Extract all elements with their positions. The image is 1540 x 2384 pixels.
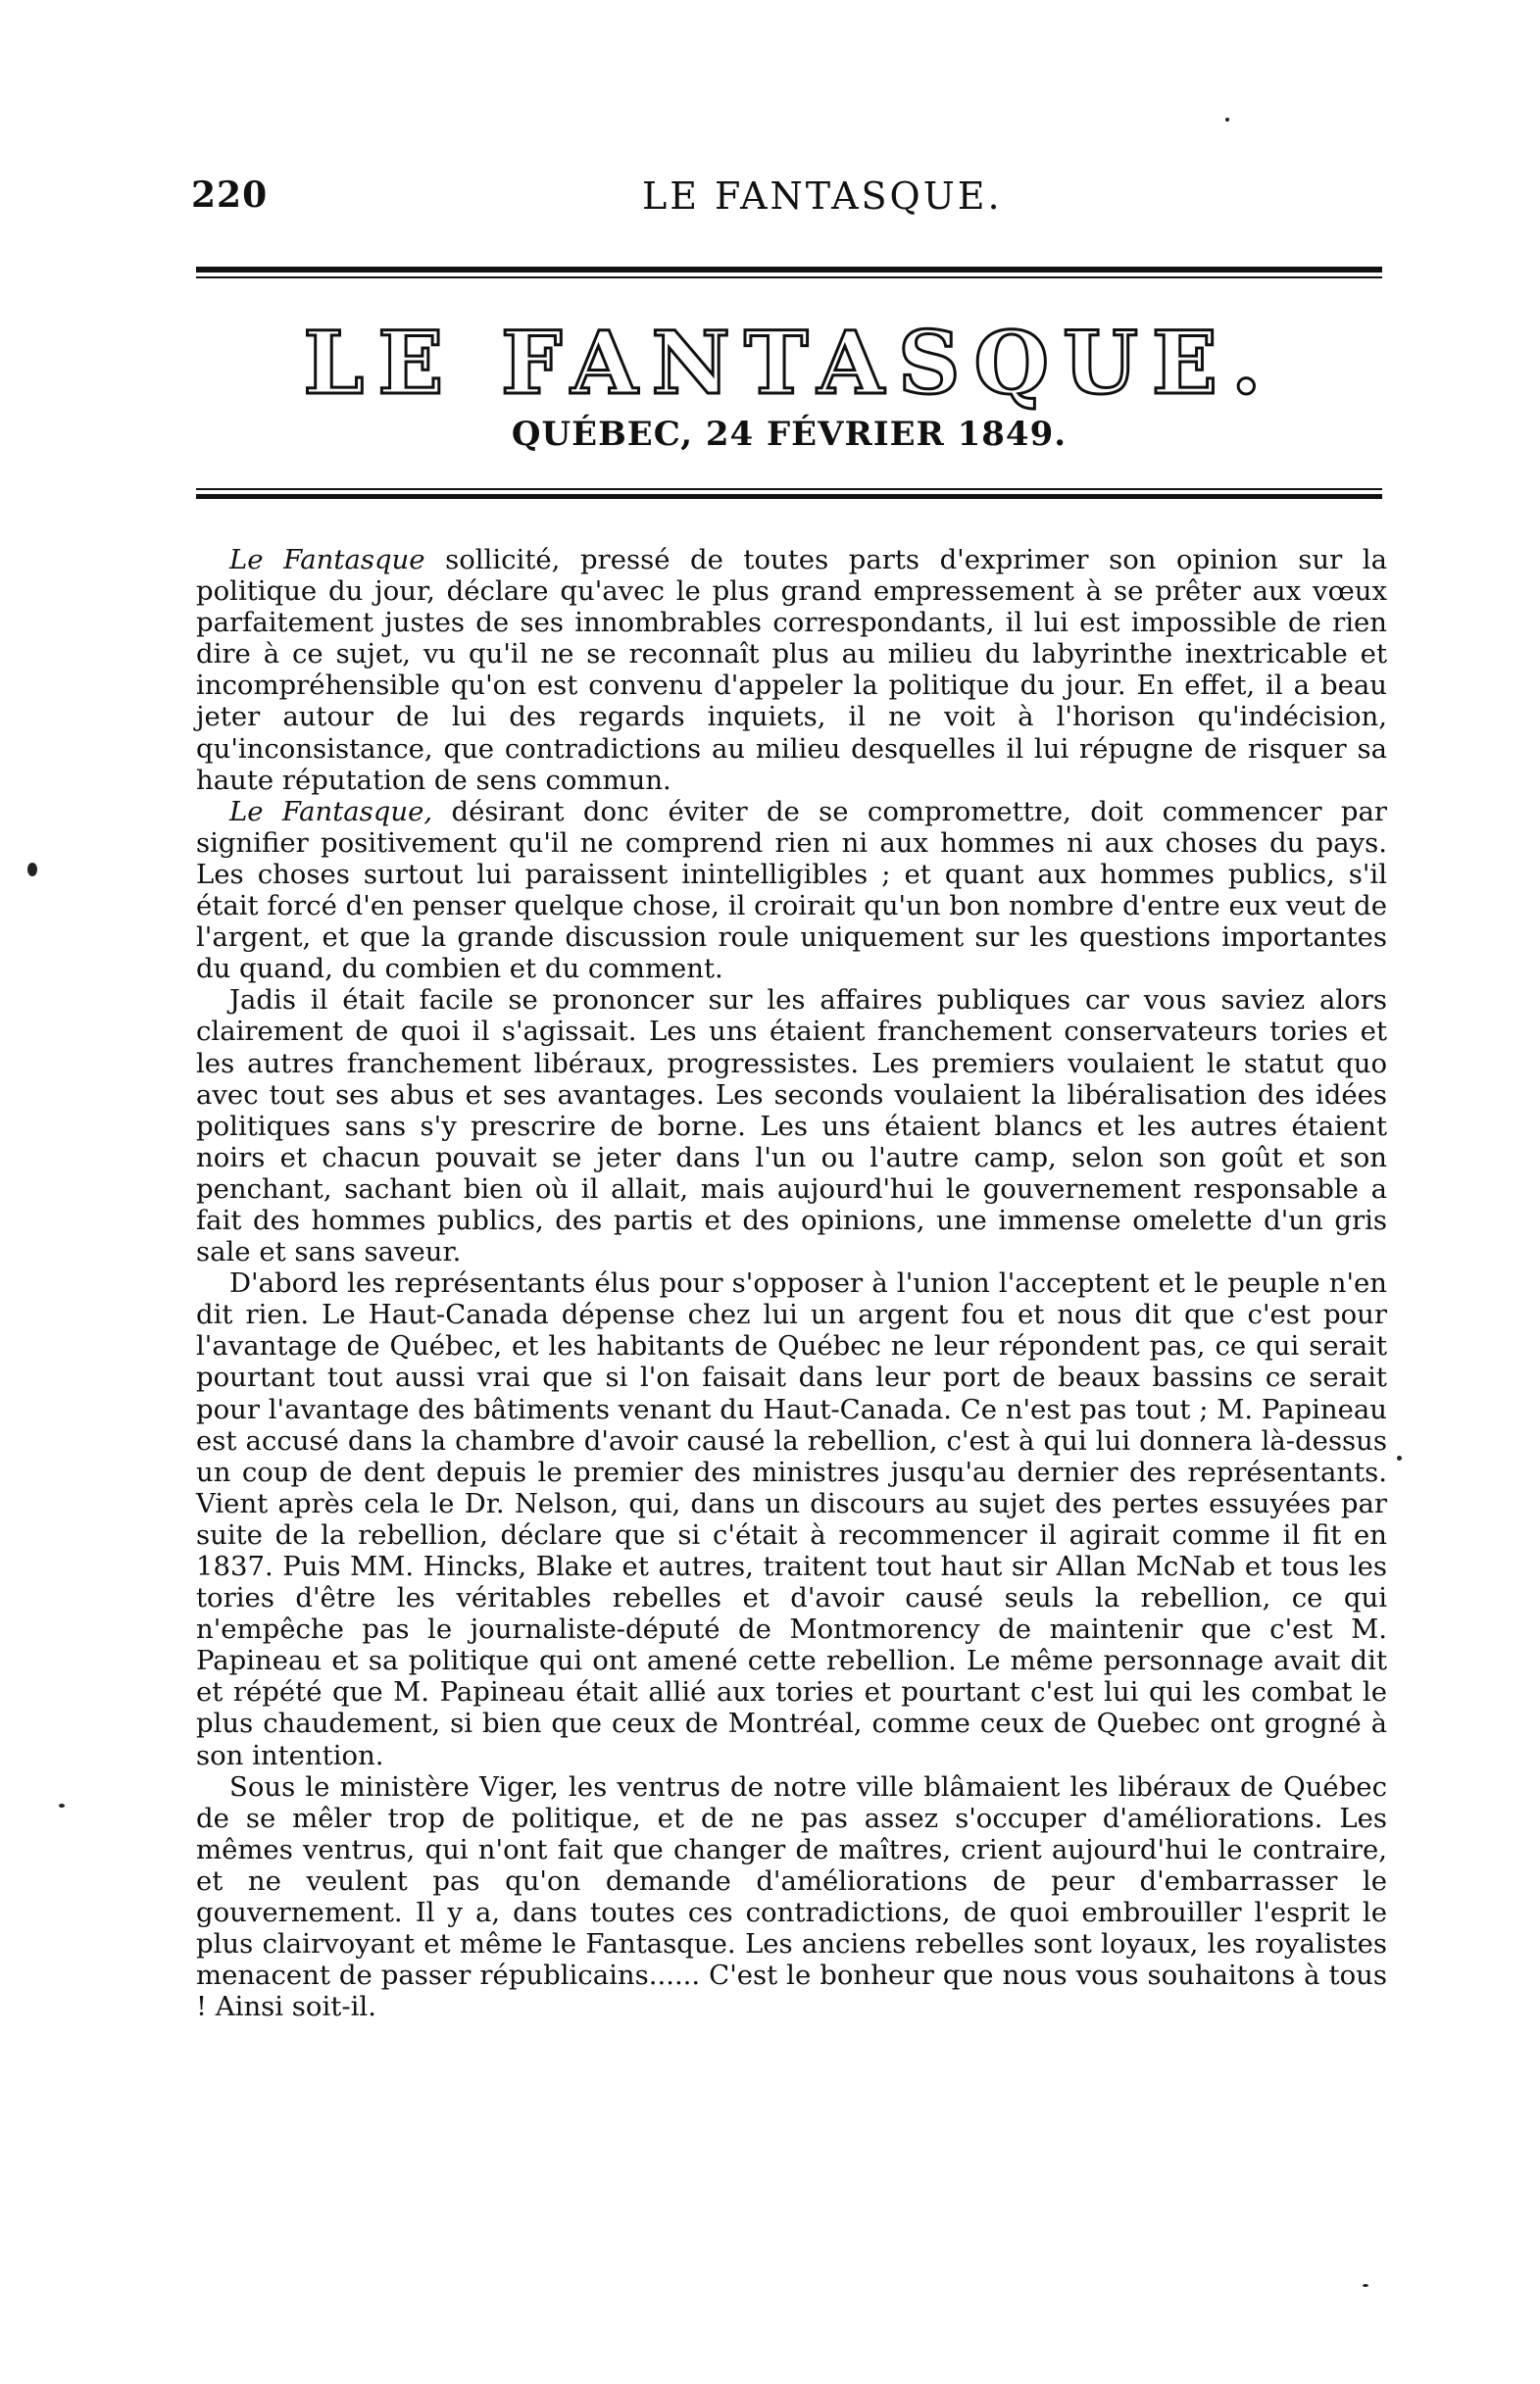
paragraph-4: [196, 1267, 1387, 1771]
paragraph-text: D'abord les représentants élus pour s'opposer à l'union l'acceptent et le peuple n'en dit rien. Le Haut-Canada dépense chez lui un argent fou et nous dit que c'est pour l'avantage de Québec, et les habitants de Québec ne leur répondent pas, ce qui serait pourtant tout aussi vrai que si l'on faisait dans leur port de beaux bassins ce serait pour l'avantage des bâtiments venant du Haut-Canada. Ce n'est pas tout ; M. Papineau est accusé dans la chambre d'avoir causé la rebellion, c'est à qui lui donnera là-dessus un coup de dent depuis le premier des ministres jusqu'au dernier des représentants. Vient après cela le Dr. Nelson, qui, dans un discours au sujet des pertes essuyées par suite de la rebellion, déclare que si c'était à recommencer il agirait comme il fit en 1837. Puis MM. Hincks, Blake et autres, traitent tout haut sir Allan McNab et tous les tories d'être les véritables rebelles et d'avoir causé seuls la rebellion, ce qui n'empêche pas le journaliste-député de Montmorency de maintenir que c'est M. Papineau et sa politique qui ont amené cette rebellion. Le même personnage avait dit et répété que M. Papineau était allié aux tories et pourtant c'est lui qui les combat le plus chaudement, si bien que ceux de Montréal, comme ceux de Quebec ont grogné à son intention.: [196, 1267, 1387, 1771]
paragraph-text: Sous le ministère Viger, les ventrus de notre ville blâmaient les libéraux de Québec de se mêler trop de politique, et de ne pas assez s'occuper d'améliorations. Les mêmes ventrus, qui n'ont fait que changer de maîtres, crient aujourd'hui le contraire, et ne veulent pas qu'on demande d'améliorations de peur d'embarrasser le gouvernement. Il y a, dans toutes ces contradictions, de quoi embrouiller l'esprit le plus clairvoyant et même le Fantasque. Les anciens rebelles sont loyaux, les royalistes menacent de passer républicains...... C'est le bonheur que nous vous souhaitons à tous ! Ainsi soit-il.: [196, 1770, 1387, 2023]
page-number: 220: [191, 174, 269, 216]
masthead-rule-top-thin: [196, 276, 1382, 278]
dateline: QUÉBEC, 24 FÉVRIER 1849.: [511, 415, 1068, 454]
paragraph-text: désirant donc éviter de se compromettre, doit commencer par signifier positivement qu'il ne comprend rien ni aux hommes ni aux choses du pays. Les choses surtout lui paraissent inintelligibles ; et quant aux hommes publics, s'il était forcé d'en penser quelque chose, il croirait qu'un bon nombre d'entre eux veut de l'argent, et que la grande discussion roule uniquement sur les questions importantes du quand, du combien et du comment.: [196, 795, 1387, 985]
paragraph-1: [196, 544, 1387, 796]
print-speck: [27, 863, 37, 876]
running-title: LE FANTASQUE.: [642, 174, 1003, 218]
paragraph-text: Jadis il était facile se prononcer sur les affaires publiques car vous saviez alors clairement de quoi il s'agissait. Les uns étaient franchement conservateurs tories et les autres franchement libéraux, progressistes. Les premiers voulaient le statut quo avec tout ses abus et ses avantages. Les seconds voulaient la libéralisation des idées politiques sans s'y prescrire de borne. Les uns étaient blancs et les autres étaient noirs et chacun pouvait se jeter dans l'un ou l'autre camp, selon son goût et son penchant, sachant bien où il allait, mais aujourd'hui le gouvernement responsable a fait des hommes publics, des partis et des opinions, une immense omelette d'un gris sale et sans saveur.: [196, 984, 1387, 1268]
paragraph-3: [196, 984, 1387, 1267]
running-header: [191, 174, 1387, 224]
masthead-rule-bottom-thin: [196, 488, 1382, 490]
masthead-rule-top: [196, 267, 1382, 273]
paragraph-text: sollicité, pressé de toutes parts d'exprimer son opinion sur la politique du jour, déclare qu'avec le plus grand empressement à se prêter aux vœux parfaitement justes de ses innombrables correspondants, il lui est impossible de rien dire à ce sujet, vu qu'il ne se reconnaît plus au milieu du labyrinthe inextricable et incompréhensible qu'on est convenu d'appeler la politique du jour. En effet, il a beau jeter autour de lui des regards inquiets, il ne voit à l'horison qu'indécision, qu'inconsistance, que contradictions au milieu desquelles il lui répugne de risquer sa haute réputation de sens commun.: [196, 544, 1387, 796]
masthead-title: LE FANTASQUE.: [303, 312, 1275, 414]
print-speck: [59, 1804, 65, 1808]
print-speck: [1397, 1456, 1402, 1461]
paragraph-5: [196, 1771, 1387, 2023]
print-speck: [1363, 2284, 1368, 2287]
lead-italic: Le Fantasque: [229, 544, 425, 575]
paragraph-2: [196, 796, 1387, 985]
lead-italic: Le Fantasque,: [229, 795, 433, 827]
masthead-rule-bottom: [196, 494, 1382, 499]
article-body: [196, 544, 1387, 2022]
print-speck: [1225, 118, 1229, 122]
